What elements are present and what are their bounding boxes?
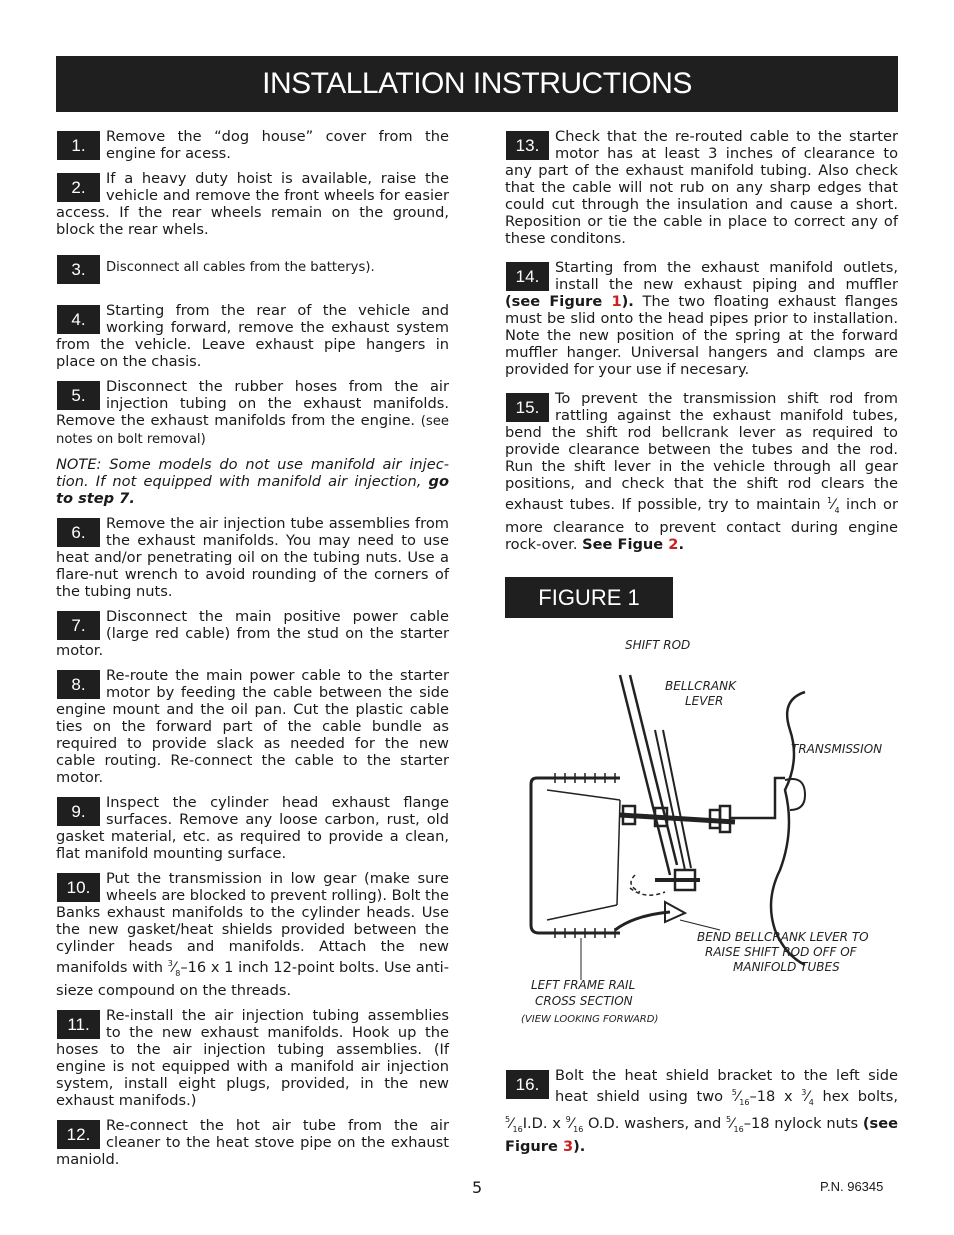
fraction-numerator: 3	[167, 959, 173, 968]
page-title: INSTALLATION INSTRUCTIONS	[262, 67, 692, 100]
fraction-numerator: 3	[801, 1088, 807, 1097]
step-3	[56, 252, 449, 279]
step-12	[56, 1117, 449, 1168]
step-text: Check that the re-routed cable to the starter motor has at least 3 inches of clearance to any part of the exhaust manifold tubing. Also check that the cable will not rub on any sharp edges that could cut through the insulation and cause a short. Reposition or tie the cable in place to correct any of these conditons.	[505, 128, 898, 247]
step-text: Remove the “dog house” cover from the engine for acess.	[106, 128, 449, 162]
figure-ref: (see Figure	[505, 293, 612, 310]
note-bold: go to step 7.	[56, 473, 449, 507]
step-1	[56, 128, 449, 162]
label-bellcrank: BELLCRANK	[665, 679, 736, 693]
fraction-denominator: 4	[808, 1097, 814, 1107]
step-number: 12.	[57, 1120, 100, 1149]
label-bend-2: RAISE SHIFT ROD OFF OF	[705, 945, 857, 959]
label-bend-1: BEND BELLCRANK LEVER TO	[697, 930, 869, 944]
note	[56, 456, 449, 507]
step-text-part: –18 nylock nuts	[743, 1114, 863, 1132]
step-number: 16.	[506, 1070, 549, 1099]
fraction-denominator: 16	[739, 1097, 750, 1107]
step-number: 5.	[57, 381, 100, 410]
step-11	[56, 1007, 449, 1109]
step-10: 10. Put the transmission in low gear (make sure wheels are blocked to prevent rolling). Bolt the Banks exhaust manifolds to the cylinder heads. Use the new gasket/heat shields provided between the cylinder heads and manifolds. Attach the new manifolds with $^3⁄_8-16$ x 1 inch 12-point bolts. Use anti-sieze compound on the threads.	[56, 870, 449, 999]
step-number: 4.	[57, 305, 100, 334]
step-number: 10.	[57, 873, 100, 902]
step-text: Disconnect the rubber hoses from the air injection tubing on the exhaust manifolds. Remove the exhaust manifolds from the engine.	[56, 378, 449, 429]
note-text: NOTE: Some models do not use manifold air injec-tion. If not equipped with manifold air injection,	[56, 456, 449, 490]
step-16: 16. Bolt the heat shield bracket to the left side heat shield using two $^5⁄_{16}-18$ x $^3⁄_4$ hex bolts, $^5⁄_{16}I.D$. x $^9⁄_{16}$ O.D. washers, and $^5⁄_{16}-18$ nylock nuts (see Figure 3).	[505, 1067, 899, 1155]
step-number: 11.	[57, 1010, 100, 1039]
step-text-cont: The two floating exhaust flanges must be slid onto the head pipes prior to installation. Note the new position of the spring at the forward muffler hanger. Universal hangers and clamps are provided for your use if necesary.	[505, 293, 898, 378]
step-6	[56, 515, 449, 600]
step-text-part: –18 x	[749, 1087, 802, 1105]
fraction-numerator: 1	[826, 496, 833, 505]
fraction-numerator: 9	[565, 1114, 571, 1124]
step-text: Bolt the heat shield bracket to the left side heat shield using two	[555, 1067, 898, 1105]
page-number: 5	[472, 1178, 483, 1197]
step-9	[56, 794, 449, 862]
label-bend-3: MANIFOLD TUBES	[733, 960, 840, 974]
step-text: Starting from the rear of the vehicle and working forward, remove the exhaust system from the vehicle. Leave exhaust pipe hangers in place on the chasis.	[56, 302, 449, 370]
figure-ref-number: 3	[562, 1137, 574, 1155]
fraction-numerator: 5	[731, 1088, 737, 1097]
step-8	[56, 667, 449, 786]
step-number: 15.	[506, 393, 549, 422]
step-text-part: hex bolts,	[813, 1087, 898, 1105]
figure-1-diagram	[505, 630, 905, 1040]
step-text-part: O.D. washers, and	[583, 1114, 726, 1132]
step-number: 3.	[57, 255, 100, 284]
step-14	[505, 259, 898, 378]
figure-ref-end: .	[678, 535, 684, 553]
step-5	[56, 378, 449, 448]
figure-ref: (see Figure	[505, 1114, 899, 1155]
step-text: Disconnect all cables from the batterys).	[106, 260, 375, 275]
step-number: 13.	[506, 131, 549, 160]
step-text: Put the transmission in low gear (make sure wheels are blocked to prevent rolling). Bolt the Banks exhaust manifolds to the cylinder heads. Use the new gasket/heat shields provided between the cylinder heads and manifolds. Attach the new manifolds with	[56, 870, 449, 976]
step-text: Inspect the cylinder head exhaust flange surfaces. Remove any loose carbon, rust, old gasket material, etc. as required to provide a clean, flat manifold mounting surface.	[56, 794, 449, 862]
fraction-numerator: 5	[725, 1114, 732, 1124]
step-text: Re-route the main power cable to the starter motor by feeding the cable between the side engine mount and the oil pan. Cut the plastic cable ties on the forward part of the cable bundle as required to provide slack as needed for the new cable routing. Re-connect the cable to the starter motor.	[56, 667, 449, 786]
step-number: 6.	[57, 518, 100, 547]
part-number: P.N. 96345	[820, 1179, 884, 1194]
step-text: Re-connect the hot air tube from the air cleaner to the heat stove pipe on the exhaust maniold.	[56, 1116, 449, 1168]
step-number: 7.	[57, 611, 100, 640]
label-lever: LEVER	[685, 694, 724, 708]
step-13	[505, 128, 898, 247]
step-number: 8.	[57, 670, 100, 699]
step-text-cont: inch or more clearance to prevent contact during engine rock-over.	[505, 495, 898, 553]
step-4	[56, 302, 449, 370]
label-rail-1: LEFT FRAME RAIL	[531, 978, 636, 992]
step-2	[56, 170, 449, 238]
fraction-numerator: 5	[505, 1114, 511, 1124]
step-text: Re-install the air injection tubing assemblies to the new exhaust manifolds. Hook up the hoses to the air injection tubing assemblies. (If engine is not equipped with a manifold air injection system, install eight plugs, provided, in the new exhaust manifods.)	[56, 1006, 449, 1109]
step-text-part: I.D. x	[522, 1114, 566, 1132]
figure-ref-close: ).	[573, 1137, 586, 1155]
step-tail: (see notes on bolt removal)	[56, 414, 449, 447]
step-text-cont: –16 x 1 inch 12-point bolts. Use anti-sieze compound on the threads.	[56, 958, 449, 999]
step-number: 9.	[57, 797, 100, 826]
fraction-denominator: 16	[573, 1124, 584, 1134]
step-15: 15. To prevent the transmission shift rod from rattling against the exhaust manifold tubes, bend the shift rod bellcrank lever as required to provide clearance between the tubes and the rod. Run the shift lever in the vehicle through all gear positions, and check that the shift rod clears the exhaust tubes. If possible, try to maintain $^1⁄_4$ inch or more clearance to prevent contact during engine rock-over. See Figue 2.	[505, 390, 898, 553]
fraction-denominator: 16	[512, 1124, 523, 1134]
figure-label: FIGURE 1	[505, 577, 673, 618]
step-text: Starting from the exhaust manifold outlets, install the new exhaust piping and muffler	[555, 259, 898, 293]
step-number: 14.	[506, 262, 549, 291]
step-text: If a heavy duty hoist is available, raise the vehicle and remove the front wheels for easier access. If the rear wheels remain on the ground, block the rear whels.	[56, 170, 449, 238]
fraction-denominator: 16	[733, 1124, 744, 1134]
fraction-denominator: 4	[834, 505, 840, 515]
step-text: Remove the air injection tube assemblies from the exhaust manifolds. You may need to use heat and/or penetrating oil on the tubing nuts. Use a flare-nut wrench to avoid rounding of the corners of the tubing nuts.	[56, 515, 449, 600]
step-text: To prevent the transmission shift rod from rattling against the exhaust manifold tubes, bend the shift rod bellcrank lever as required to provide clearance between the tubes and the rod. Run the shift lever in the vehicle through all gear positions, and check that the shift rod clears the exhaust tubes. If possible, try to maintain	[505, 390, 898, 513]
label-shift-rod: SHIFT ROD	[625, 638, 691, 652]
fraction-denominator: 8	[175, 968, 181, 978]
left-column	[56, 128, 449, 1176]
figure-ref-close: ).	[621, 293, 634, 310]
label-rail-3: (VIEW LOOKING FORWARD)	[521, 1014, 659, 1025]
step-text: Disconnect the main positive power cable (large red cable) from the stud on the starter motor.	[56, 608, 449, 659]
label-transmission: TRANSMISSION	[791, 742, 883, 756]
figure-ref-number: 2	[668, 535, 679, 553]
step-7	[56, 608, 449, 659]
step-number: 2.	[57, 173, 100, 202]
figure-ref: See Figue	[582, 535, 669, 553]
right-column	[505, 128, 898, 561]
step-number: 1.	[57, 131, 100, 160]
figure-ref-number: 1	[611, 293, 622, 310]
header-bar	[56, 56, 898, 112]
label-rail-2: CROSS SECTION	[535, 994, 633, 1008]
